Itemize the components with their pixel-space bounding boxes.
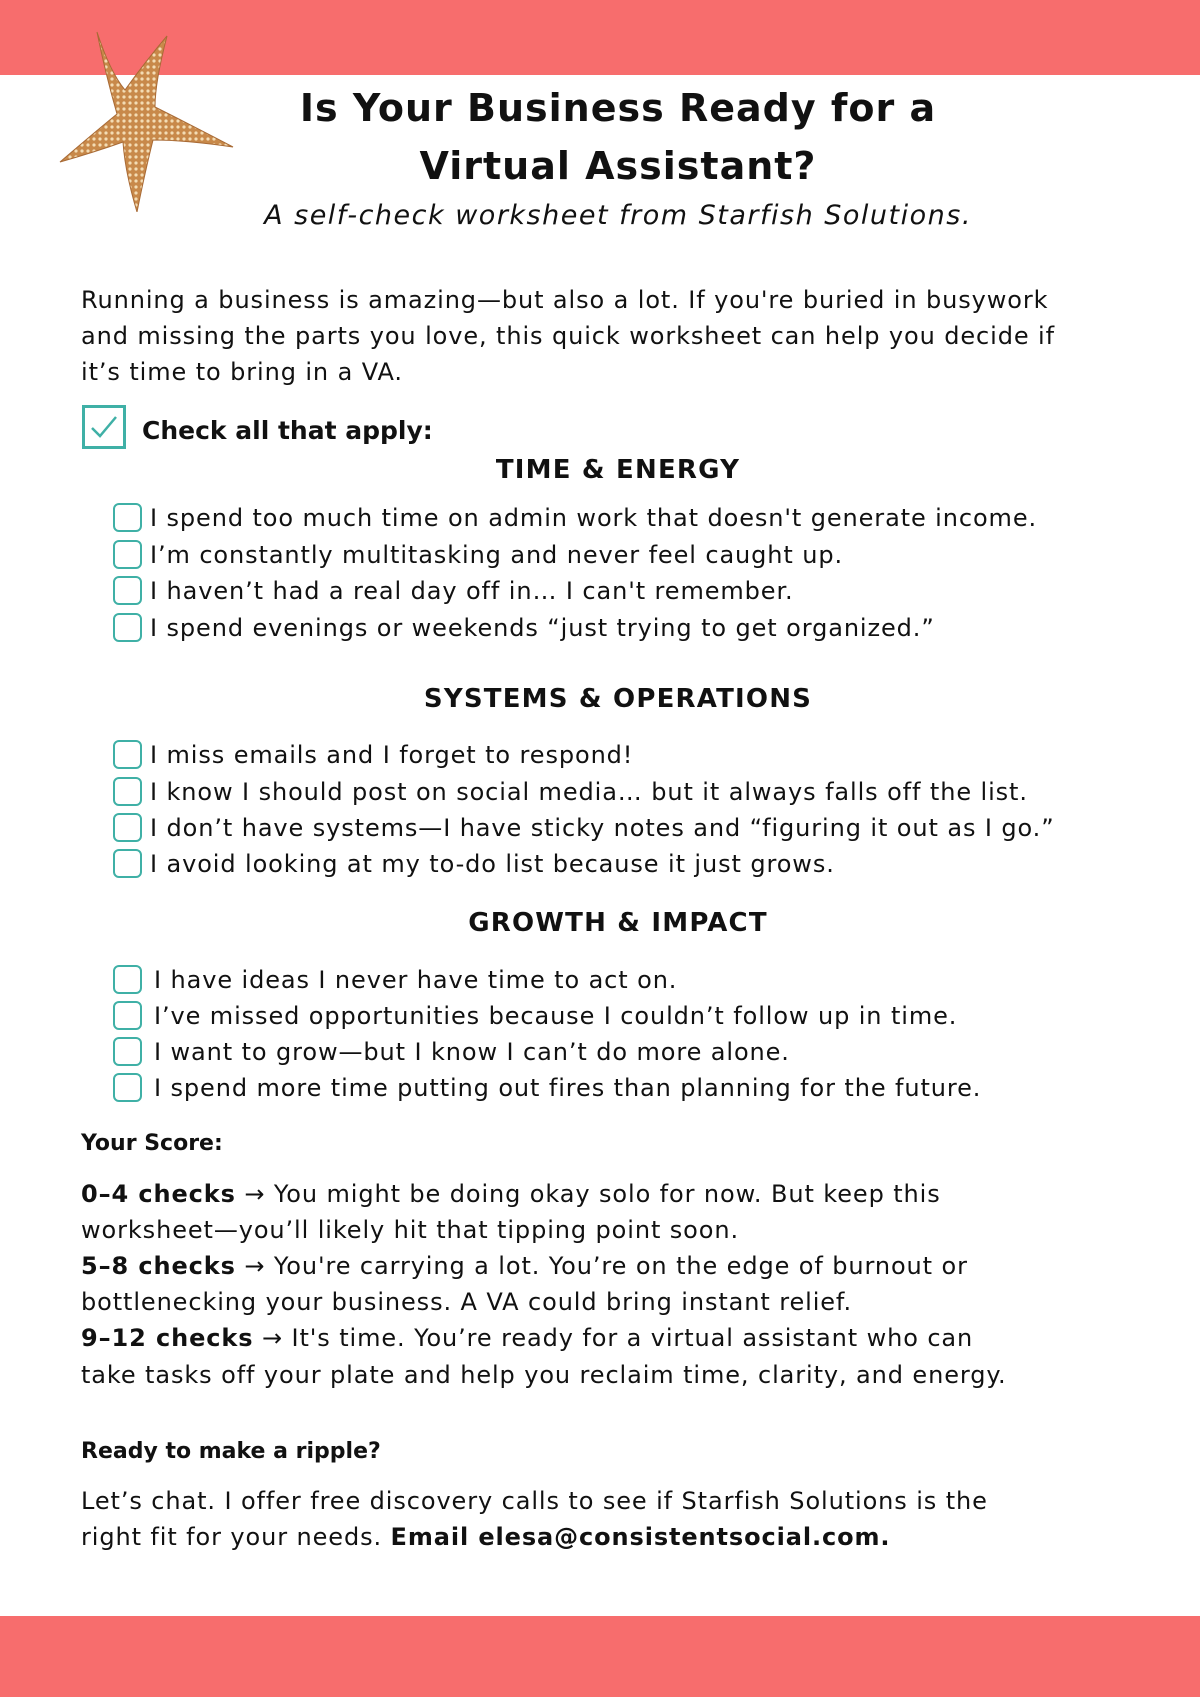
checklist-item[interactable] bbox=[113, 740, 633, 769]
score-range-label: 9–12 checks bbox=[81, 1324, 254, 1352]
checkbox[interactable] bbox=[113, 813, 142, 842]
intro-line: Running a business is amazing—but also a lot. If you're buried in busywork bbox=[81, 286, 1049, 314]
item-label: I don’t have systems—I have sticky notes and “figuring it out as I go.” bbox=[150, 813, 1055, 842]
intro-line: and missing the parts you love, this quick worksheet can help you decide if bbox=[81, 322, 1055, 350]
item-label: I spend more time putting out fires than planning for the future. bbox=[154, 1073, 982, 1102]
checklist-item[interactable] bbox=[113, 777, 1028, 806]
check-all-label: Check all that apply: bbox=[142, 416, 433, 445]
checklist-item[interactable] bbox=[113, 1073, 981, 1102]
checklist-item[interactable] bbox=[113, 965, 677, 994]
cta-text-line2 bbox=[81, 1523, 890, 1551]
checklist-item[interactable] bbox=[113, 540, 843, 569]
item-label: I spend too much time on admin work that doesn't generate income. bbox=[150, 503, 1038, 532]
score-range bbox=[81, 1324, 973, 1352]
score-range-text: take tasks off your plate and help you reclaim time, clarity, and energy. bbox=[81, 1361, 1007, 1389]
page-title-line2: Virtual Assistant? bbox=[419, 144, 817, 188]
checklist-item[interactable] bbox=[113, 576, 794, 605]
score-range-label: 5–8 checks bbox=[81, 1252, 236, 1280]
checkbox[interactable] bbox=[113, 849, 142, 878]
score-heading: Your Score: bbox=[81, 1131, 223, 1156]
checklist-item[interactable] bbox=[113, 613, 935, 642]
checkbox[interactable] bbox=[113, 965, 142, 994]
checkbox[interactable] bbox=[113, 503, 142, 532]
bottom-banner bbox=[0, 1616, 1200, 1697]
intro-line: it’s time to bring in a VA. bbox=[81, 358, 403, 386]
checkbox[interactable] bbox=[113, 540, 142, 569]
checklist-item[interactable] bbox=[113, 1037, 790, 1066]
item-label: I’m constantly multitasking and never feel caught up. bbox=[150, 540, 844, 569]
checked-checkbox-icon bbox=[82, 405, 126, 449]
score-range-text: → It's time. You’re ready for a virtual assistant who can bbox=[253, 1324, 974, 1352]
checkbox[interactable] bbox=[113, 1037, 142, 1066]
score-range-text: bottlenecking your business. A VA could bring instant relief. bbox=[81, 1288, 853, 1316]
checklist-item[interactable] bbox=[113, 503, 1037, 532]
item-label: I spend evenings or weekends “just trying to get organized.” bbox=[150, 613, 935, 642]
item-label: I avoid looking at my to-do list because it just grows. bbox=[150, 849, 835, 878]
item-label: I have ideas I never have time to act on. bbox=[154, 965, 678, 994]
item-label: I haven’t had a real day off in… I can't remember. bbox=[150, 576, 794, 605]
score-range-label: 0–4 checks bbox=[81, 1180, 236, 1208]
score-range-text: worksheet—you’ll likely hit that tipping point soon. bbox=[81, 1216, 739, 1244]
checklist-item[interactable] bbox=[113, 813, 1055, 842]
email-link[interactable]: Email elesa@consistentsocial.com. bbox=[390, 1523, 891, 1551]
section-heading-systems: SYSTEMS & OPERATIONS bbox=[423, 684, 813, 714]
score-range bbox=[81, 1252, 968, 1280]
page-title-line1: Is Your Business Ready for a bbox=[299, 86, 937, 130]
score-range-text: → You're carrying a lot. You’re on the edge of burnout or bbox=[235, 1252, 968, 1280]
item-label: I miss emails and I forget to respond! bbox=[150, 740, 634, 769]
checkbox[interactable] bbox=[113, 613, 142, 642]
checklist-item[interactable] bbox=[113, 1001, 957, 1030]
checklist-item[interactable] bbox=[113, 849, 835, 878]
score-range-text: → You might be doing okay solo for now. But keep this bbox=[235, 1180, 941, 1208]
cta-heading: Ready to make a ripple? bbox=[81, 1439, 381, 1464]
checkbox[interactable] bbox=[113, 740, 142, 769]
section-heading-time-energy: TIME & ENERGY bbox=[495, 455, 741, 485]
checkbox[interactable] bbox=[113, 1073, 142, 1102]
subtitle: A self-check worksheet from Starfish Solutions. bbox=[264, 200, 972, 231]
item-label: I want to grow—but I know I can’t do more alone. bbox=[154, 1037, 790, 1066]
cta-text: Let’s chat. I offer free discovery calls to see if Starfish Solutions is the bbox=[81, 1487, 988, 1515]
cta-text: right fit for your needs. bbox=[81, 1523, 391, 1551]
checkbox[interactable] bbox=[113, 1001, 142, 1030]
checkbox[interactable] bbox=[113, 576, 142, 605]
item-label: I’ve missed opportunities because I couldn’t follow up in time. bbox=[154, 1001, 958, 1030]
item-label: I know I should post on social media… but it always falls off the list. bbox=[150, 777, 1028, 806]
checkbox[interactable] bbox=[113, 777, 142, 806]
section-heading-growth: GROWTH & IMPACT bbox=[468, 908, 768, 938]
score-range bbox=[81, 1180, 941, 1208]
